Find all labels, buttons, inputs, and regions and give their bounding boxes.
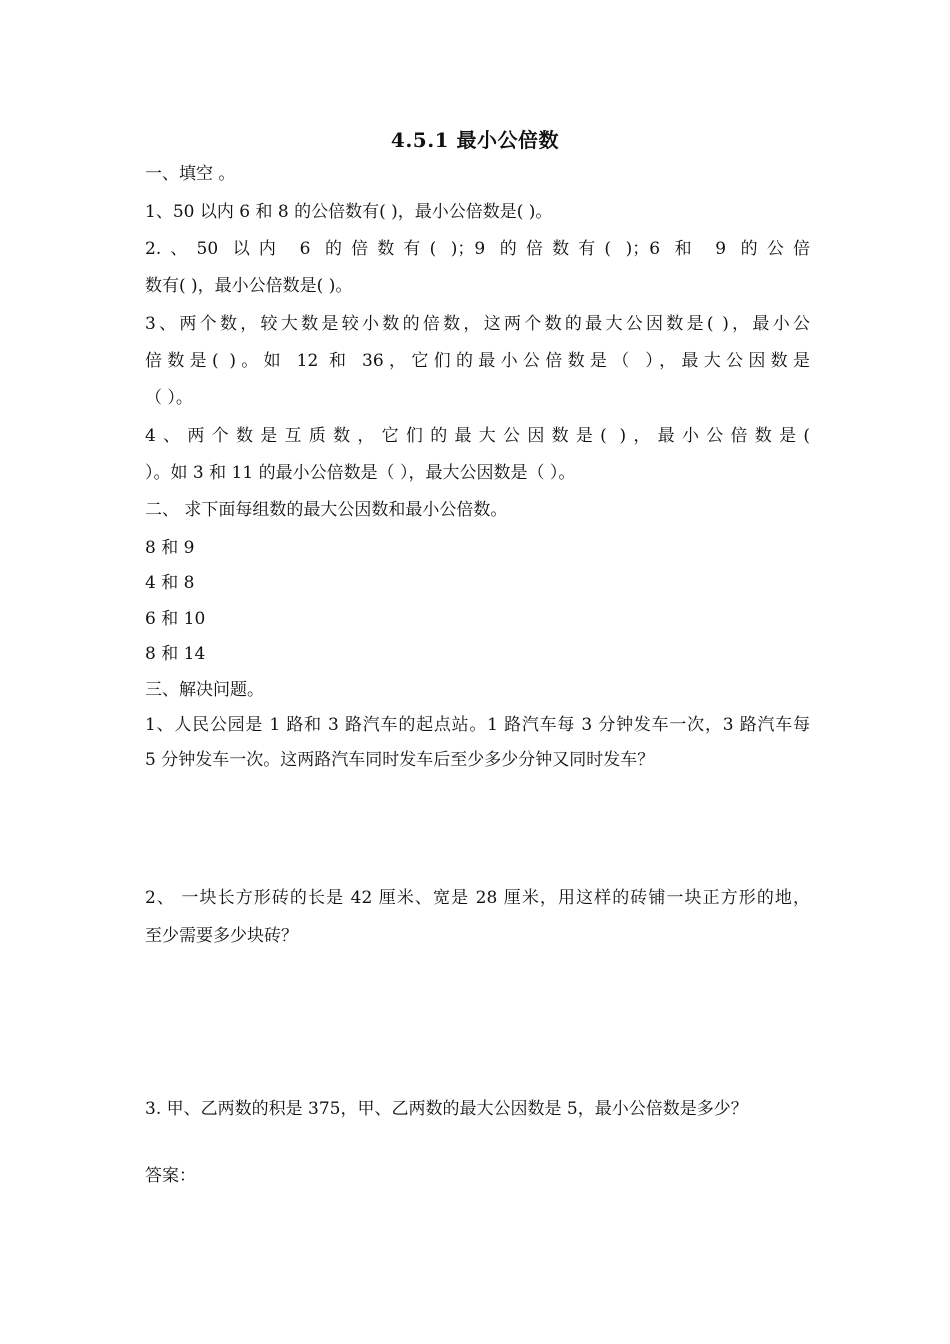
- fill-question-4-line-2: ）。如 3 和 11 的最小公倍数是（ ），最大公因数是（ ）。: [145, 463, 576, 483]
- problem-1-line-2: 5 分钟发车一次。这两路汽车同时发车后至少多少分钟又同时发车？: [145, 750, 655, 770]
- fill-question-2-line-1: 2.、50 以内 6 的倍数有( )；9 的倍数有( )；6 和 9 的公倍: [145, 239, 810, 259]
- fill-question-4-line-1: 4、两个数是互质数，它们的最大公因数是( )，最小公倍数是(: [145, 426, 810, 446]
- problem-3: 3. 甲、乙两数的积是 375，甲、乙两数的最大公因数是 5，最小公倍数是多少？: [145, 1099, 748, 1119]
- fill-question-3-line-2: 倍数是( )。如 12 和 36，它们的最小公倍数是（ ），最大公因数是: [145, 351, 810, 371]
- section3-heading: 三、解决问题。: [145, 680, 264, 700]
- problem-1-line-1: 1、人民公园是 1 路和 3 路汽车的起点站。1 路汽车每 3 分钟发车一次，3 路汽车每: [145, 715, 810, 735]
- section1-heading: 一、填空 。: [145, 164, 236, 184]
- number-pair-1: 8 和 9: [145, 538, 195, 558]
- fill-question-3-line-3: （ ）。: [145, 388, 193, 408]
- fill-question-2-line-2: 数有( )，最小公倍数是( )。: [145, 276, 353, 296]
- number-pair-3: 6 和 10: [145, 609, 206, 629]
- section2-heading: 二、 求下面每组数的最大公因数和最小公倍数。: [145, 500, 508, 520]
- number-pair-4: 8 和 14: [145, 644, 206, 664]
- fill-question-3-line-1: 3、两个数，较大数是较小数的倍数，这两个数的最大公因数是( )，最小公: [145, 314, 810, 334]
- answer-label: 答案：: [145, 1166, 196, 1186]
- number-pair-2: 4 和 8: [145, 573, 195, 593]
- problem-2-line-1: 2、 一块长方形砖的长是 42 厘米、宽是 28 厘米，用这样的砖铺一块正方形的地，: [145, 888, 810, 908]
- problem-2-line-2: 至少需要多少块砖？: [145, 926, 298, 946]
- fill-question-1: 1、50 以内 6 和 8 的公倍数有( )，最小公倍数是( )。: [145, 202, 553, 222]
- page-title: 4.5.1 最小公倍数: [390, 128, 560, 152]
